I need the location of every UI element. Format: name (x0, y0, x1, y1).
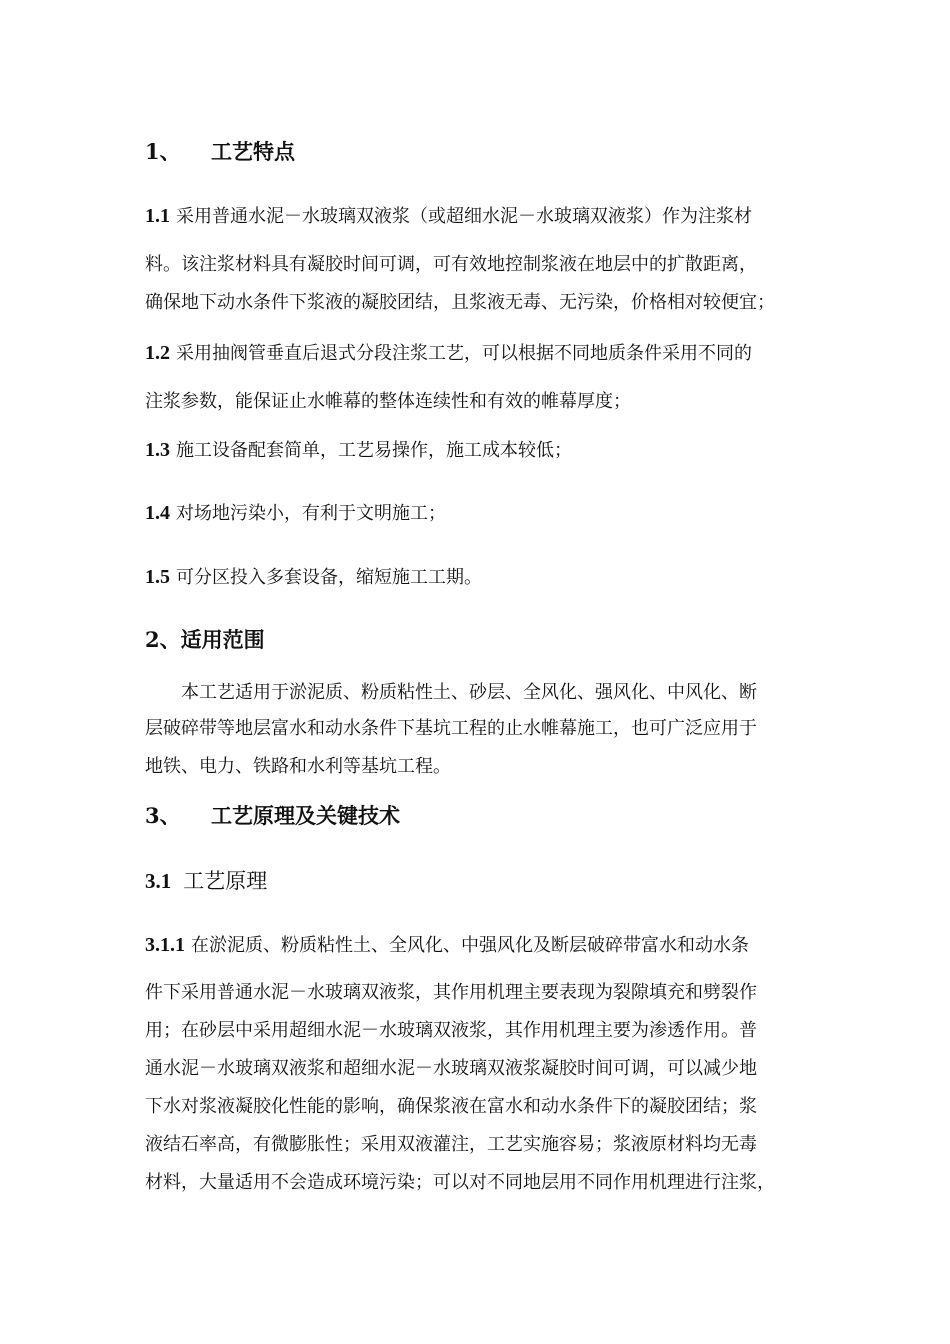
item-number: 3.1.1 (145, 934, 185, 956)
scope-line-1: 本工艺适用于淤泥质、粉质粘性土、砂层、全风化、强风化、中风化、断 (181, 682, 757, 703)
item-number: 1.4 (145, 502, 170, 524)
paragraph-1-5 (145, 564, 482, 591)
paragraph-1-2-line-1 (145, 340, 752, 367)
heading-title: 工艺特点 (211, 139, 295, 164)
paragraph-3-1-1-line-1 (145, 932, 749, 959)
item-number: 1.1 (145, 205, 170, 227)
heading-section-3 (145, 801, 400, 831)
scope-line-2: 层破碎带等地层富水和动水条件下基坑工程的止水帷幕施工，也可广泛应用于 (145, 718, 757, 739)
paragraph-3-1-1-line-6: 液结石率高，有微膨胀性；采用双液灌注，工艺实施容易；浆液原材料均无毒 (145, 1134, 757, 1155)
paragraph-1-1-line-1 (145, 203, 752, 230)
paragraph-3-1-1-line-7: 材料，大量适用不会造成环境污染；可以对不同地层用不同作用机理进行注浆， (145, 1172, 775, 1193)
item-text: 可分区投入多套设备，缩短施工工期。 (176, 567, 482, 588)
heading-number: 3、 (145, 803, 181, 828)
item-text: 在淤泥质、粉质粘性土、全风化、中强风化及断层破碎带富水和动水条 (191, 935, 749, 956)
paragraph-1-1-line-3: 确保地下动水条件下浆液的凝胶团结，且浆液无毒、无污染，价格相对较便宜； (145, 292, 775, 313)
item-number: 1.5 (145, 566, 170, 588)
heading-number: 3.1 (145, 869, 172, 893)
paragraph-1-4 (145, 500, 446, 527)
item-text: 采用抽阀管垂直后退式分段注浆工艺，可以根据不同地质条件采用不同的 (176, 343, 752, 364)
paragraph-1-3 (145, 437, 572, 464)
paragraph-3-1-1-line-3: 用；在砂层中采用超细水泥－水玻璃双液浆，其作用机理主要为渗透作用。普 (145, 1020, 757, 1041)
item-text: 对场地污染小，有利于文明施工； (176, 503, 446, 524)
heading-section-3-1 (145, 866, 267, 896)
item-text: 施工设备配套简单，工艺易操作，施工成本较低； (176, 440, 572, 461)
heading-title: 工艺原理 (183, 869, 268, 893)
heading-number: 1、 (145, 139, 181, 164)
scope-line-3: 地铁、电力、铁路和水利等基坑工程。 (145, 756, 451, 777)
heading-title: 工艺原理及关键技术 (211, 803, 400, 828)
paragraph-3-1-1-line-2: 件下采用普通水泥－水玻璃双液浆，其作用机理主要表现为裂隙填充和劈裂作 (145, 982, 757, 1003)
paragraph-3-1-1-line-4: 通水泥－水玻璃双液浆和超细水泥－水玻璃双液浆凝胶时间可调，可以减少地 (145, 1058, 757, 1079)
item-number: 1.2 (145, 342, 170, 364)
paragraph-3-1-1-line-5: 下水对浆液凝胶化性能的影响，确保浆液在富水和动水条件下的凝胶团结；浆 (145, 1096, 757, 1117)
heading-section-1 (145, 137, 295, 167)
item-text: 采用普通水泥－水玻璃双液浆（或超细水泥－水玻璃双液浆）作为注浆材 (176, 206, 752, 227)
paragraph-1-2-line-2: 注浆参数，能保证止水帷幕的整体连续性和有效的帷幕厚度； (145, 391, 631, 412)
heading-section-2: 2、适用范围 (145, 627, 265, 652)
paragraph-1-1-line-2: 料。该注浆材料具有凝胶时间可调，可有效地控制浆液在地层中的扩散距离， (145, 254, 757, 275)
item-number: 1.3 (145, 439, 170, 461)
